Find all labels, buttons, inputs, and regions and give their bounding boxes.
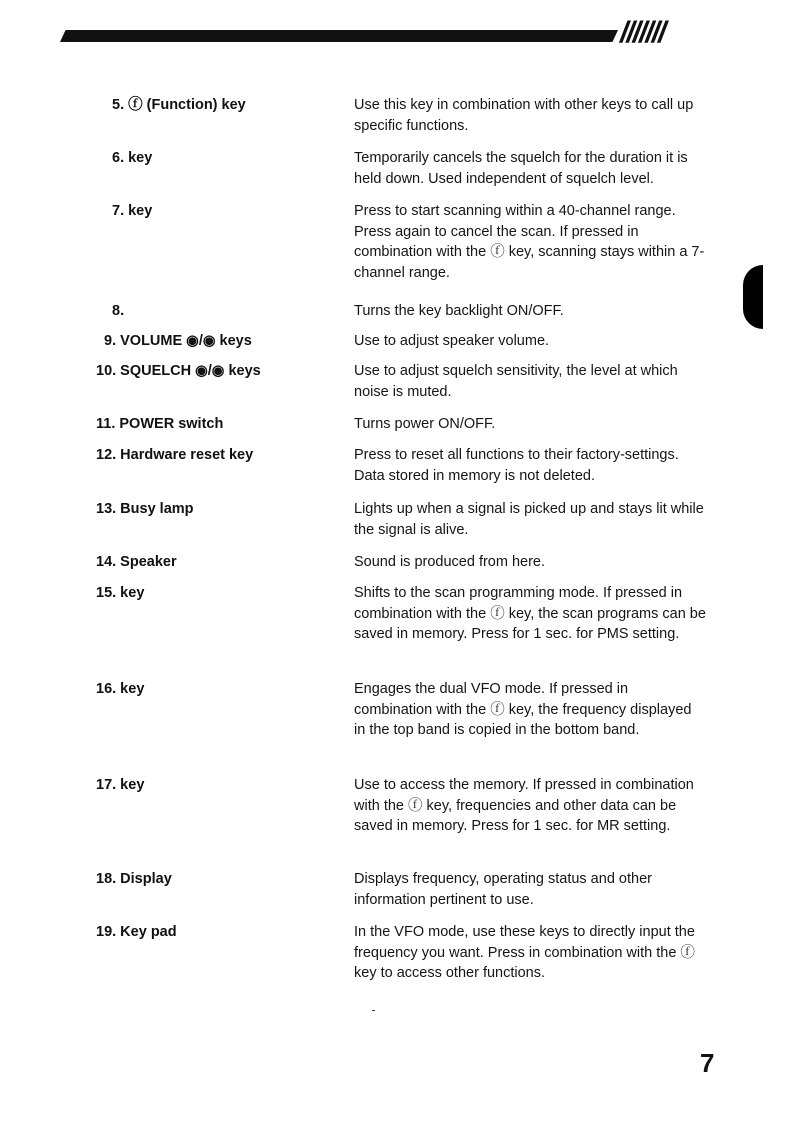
item-term: 9. VOLUME ◉/◉ keys [104, 333, 252, 349]
item-term: 7. key [112, 203, 153, 219]
item-description: Turns the key backlight ON/OFF. [354, 303, 564, 319]
item-term: 6. key [112, 150, 153, 166]
item-description: Use this key in combination with other keys to call up specific functions. [354, 97, 694, 134]
item-description: Use to access the memory. If pressed in combination with the ⓕ key, frequencies and other data can be saved in memory. Press for 1 sec. for MR setting. [354, 777, 694, 834]
item-term: 17. key [96, 777, 145, 793]
item-term: 18. Display [96, 871, 172, 887]
item-description: Lights up when a signal is picked up and stays lit while the signal is alive. [354, 501, 704, 538]
item-term: 11. POWER switch [96, 416, 224, 432]
item-description: Engages the dual VFO mode. If pressed in combination with the ⓕ key, the frequency displayed in the top band is copied in the bottom band. [354, 681, 692, 738]
item-term: 14. Speaker [96, 554, 177, 570]
item-description: Press to start scanning within a 40-channel range. Press again to cancel the scan. If pressed in combination with the ⓕ key, scanning stays within a 7-channel range. [354, 203, 705, 281]
item-description: Displays frequency, operating status and other information pertinent to use. [354, 871, 652, 908]
item-description: Use to adjust squelch sensitivity, the level at which noise is muted. [354, 363, 678, 400]
item-description: Shifts to the scan programming mode. If pressed in combination with the ⓕ key, the scan programs can be saved in memory. Press for 1 sec. for PMS setting. [354, 585, 706, 642]
item-description: In the VFO mode, use these keys to directly input the frequency you want. Press in combination with the ⓕ key to access other functions. [354, 924, 695, 981]
item-description: Turns power ON/OFF. [354, 416, 496, 432]
item-term: 16. key [96, 681, 145, 697]
item-term: 10. SQUELCH ◉/◉ keys [96, 363, 261, 379]
stray-mark [372, 1010, 375, 1011]
header-slashes: /////// [620, 16, 665, 49]
item-term: 8. [112, 303, 125, 319]
item-term: 15. key [96, 585, 145, 601]
item-term: 5. ⓕ (Function) key [112, 97, 246, 113]
page-number: 7 [700, 1048, 715, 1078]
item-description: Temporarily cancels the squelch for the duration it is held down. Used independent of squelch level. [354, 150, 688, 187]
item-term: 12. Hardware reset key [96, 447, 254, 463]
item-term: 19. Key pad [96, 924, 177, 940]
item-description: Press to reset all functions to their factory-settings. Data stored in memory is not deleted. [354, 447, 679, 484]
item-description: Use to adjust speaker volume. [354, 333, 550, 349]
item-description: Sound is produced from here. [354, 554, 546, 570]
item-term: 13. Busy lamp [96, 501, 194, 517]
